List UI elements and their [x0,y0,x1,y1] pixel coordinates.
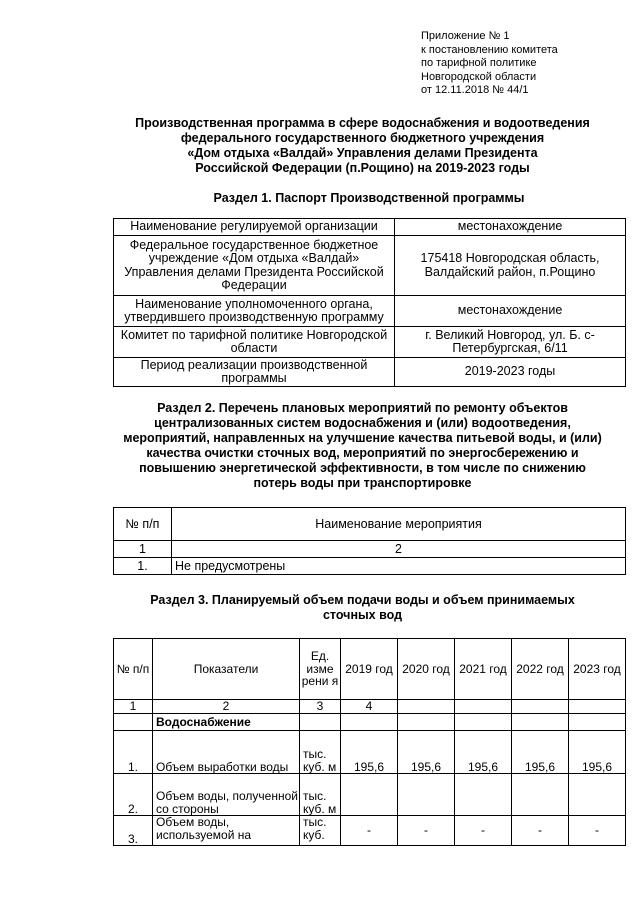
index-cell: 4 [341,700,398,714]
appendix-line: Приложение № 1 [421,30,510,42]
appendix-note [421,30,626,98]
table-header-row [114,639,626,700]
value-cell: - [341,816,398,846]
passport-cell-label: Федеральное государственное бюджетное учреждение «Дом отдыха «Валдай» Управления делами Президента Российской Федерации [114,236,395,296]
table-row [114,731,626,774]
column-header-indicator: Показатели [153,639,300,700]
title-line: федерального государственного бюджетного учреждения [180,131,545,145]
table-row [114,816,626,846]
column-header-unit: Ед. изме рени я [300,639,341,700]
column-header-year: 2021 год [455,639,512,700]
table-row [114,358,626,387]
section3-heading-line: Раздел 3. Планируемый объем подачи воды и объем принимаемых [150,593,575,607]
value-cell: 195,6 [341,731,398,774]
section2-heading-line: потерь воды при транспортировке [253,476,472,490]
appendix-line: к постановлению комитета [421,43,558,56]
section2-heading-line: Раздел 2. Перечень плановых мероприятий по ремонту объектов [157,401,568,415]
appendix-line: по тарифной политике [421,57,537,69]
section3-heading [100,593,625,623]
index-cell: 1 [114,700,153,714]
value-cell [569,774,626,816]
row-num-cell: 2. [114,774,153,816]
section1-heading-text: Раздел 1. Паспорт Производственной программы [213,191,525,205]
column-header-num: № п/п [114,508,172,541]
index-cell: 2 [172,541,626,558]
value-cell: - [569,816,626,846]
value-cell: 195,6 [398,731,455,774]
value-cell: - [455,816,512,846]
title-line: Российской Федерации (п.Рощино) на 2019-2023 годы [195,161,530,175]
row-unit-cell: тыс. куб. [300,816,341,846]
column-header-num: № п/п [114,639,153,700]
index-cell: 3 [300,700,341,714]
row-name-cell: Объем выработки воды [153,731,300,774]
table-group-row [114,714,626,731]
index-cell: 1 [114,541,172,558]
value-cell: 195,6 [569,731,626,774]
measures-table [113,507,626,575]
table-row [114,327,626,358]
section2-heading-line: повышению энергетической эффективности, в том числе по снижению [139,461,586,475]
index-cell: 2 [153,700,300,714]
column-header-year: 2019 год [341,639,398,700]
value-cell [455,774,512,816]
title-line: Производственная программа в сфере водоснабжения и водоотведения [135,116,590,130]
table-row [114,236,626,296]
title-line: «Дом отдыха «Валдай» Управления делами Президента [187,146,538,160]
table-index-row [114,700,626,714]
column-header-year: 2023 год [569,639,626,700]
value-cell [398,774,455,816]
table-row [114,558,626,575]
table-row [114,296,626,327]
passport-cell-value: местонахождение [395,296,626,327]
section3-heading-line: сточных вод [322,608,403,622]
section2-heading [100,401,625,491]
row-name-cell: Объем воды, полученной со стороны [153,774,300,816]
table-row [114,774,626,816]
group-label: Водоснабжение [153,714,300,731]
section2-heading-line: централизованных систем водоснабжения и (или) водоотведения, [154,416,571,430]
column-header-year: 2022 год [512,639,569,700]
column-header-name: Наименование мероприятия [172,508,626,541]
table-row [114,219,626,236]
passport-cell-value: г. Великий Новгород, ул. Б. с-Петербургская, 6/11 [395,327,626,358]
row-unit-cell: тыс. куб. м [300,774,341,816]
passport-cell-value: 2019-2023 годы [395,358,626,387]
row-num-cell: 1. [114,558,172,575]
row-name-cell: Не предусмотрены [172,558,626,575]
value-cell: 195,6 [455,731,512,774]
row-num-cell: 1. [114,731,153,774]
column-header-year: 2020 год [398,639,455,700]
value-cell: 195,6 [512,731,569,774]
passport-cell-value: местонахождение [395,219,626,236]
passport-cell-label: Период реализации производственной программы [114,358,395,387]
volume-table [113,638,626,846]
value-cell [341,774,398,816]
passport-table [113,218,626,387]
row-name-cell: Объем воды, используемой на [153,816,300,846]
passport-cell-value: 175418 Новгородская область, Валдайский район, п.Рощино [395,236,626,296]
passport-cell-label: Наименование регулируемой организации [114,219,395,236]
section2-heading-line: мероприятий, направленных на улучшение качества питьевой воды, и (или) [123,431,602,445]
document-title [100,116,625,176]
appendix-line: от 12.11.2018 № 44/1 [421,84,529,96]
value-cell [512,774,569,816]
value-cell: - [512,816,569,846]
section2-heading-line: качества очистки сточных вод, мероприятий по энергосбережению и [146,446,579,460]
row-num-cell: 3. [114,816,153,846]
row-unit-cell: тыс. куб. м [300,731,341,774]
passport-cell-label: Наименование уполномоченного органа, утвердившего производственную программу [114,296,395,327]
value-cell: - [398,816,455,846]
section1-heading [113,191,625,206]
appendix-line: Новгородской области [421,70,537,83]
table-index-row [114,541,626,558]
passport-cell-label: Комитет по тарифной политике Новгородской области [114,327,395,358]
table-header-row [114,508,626,541]
